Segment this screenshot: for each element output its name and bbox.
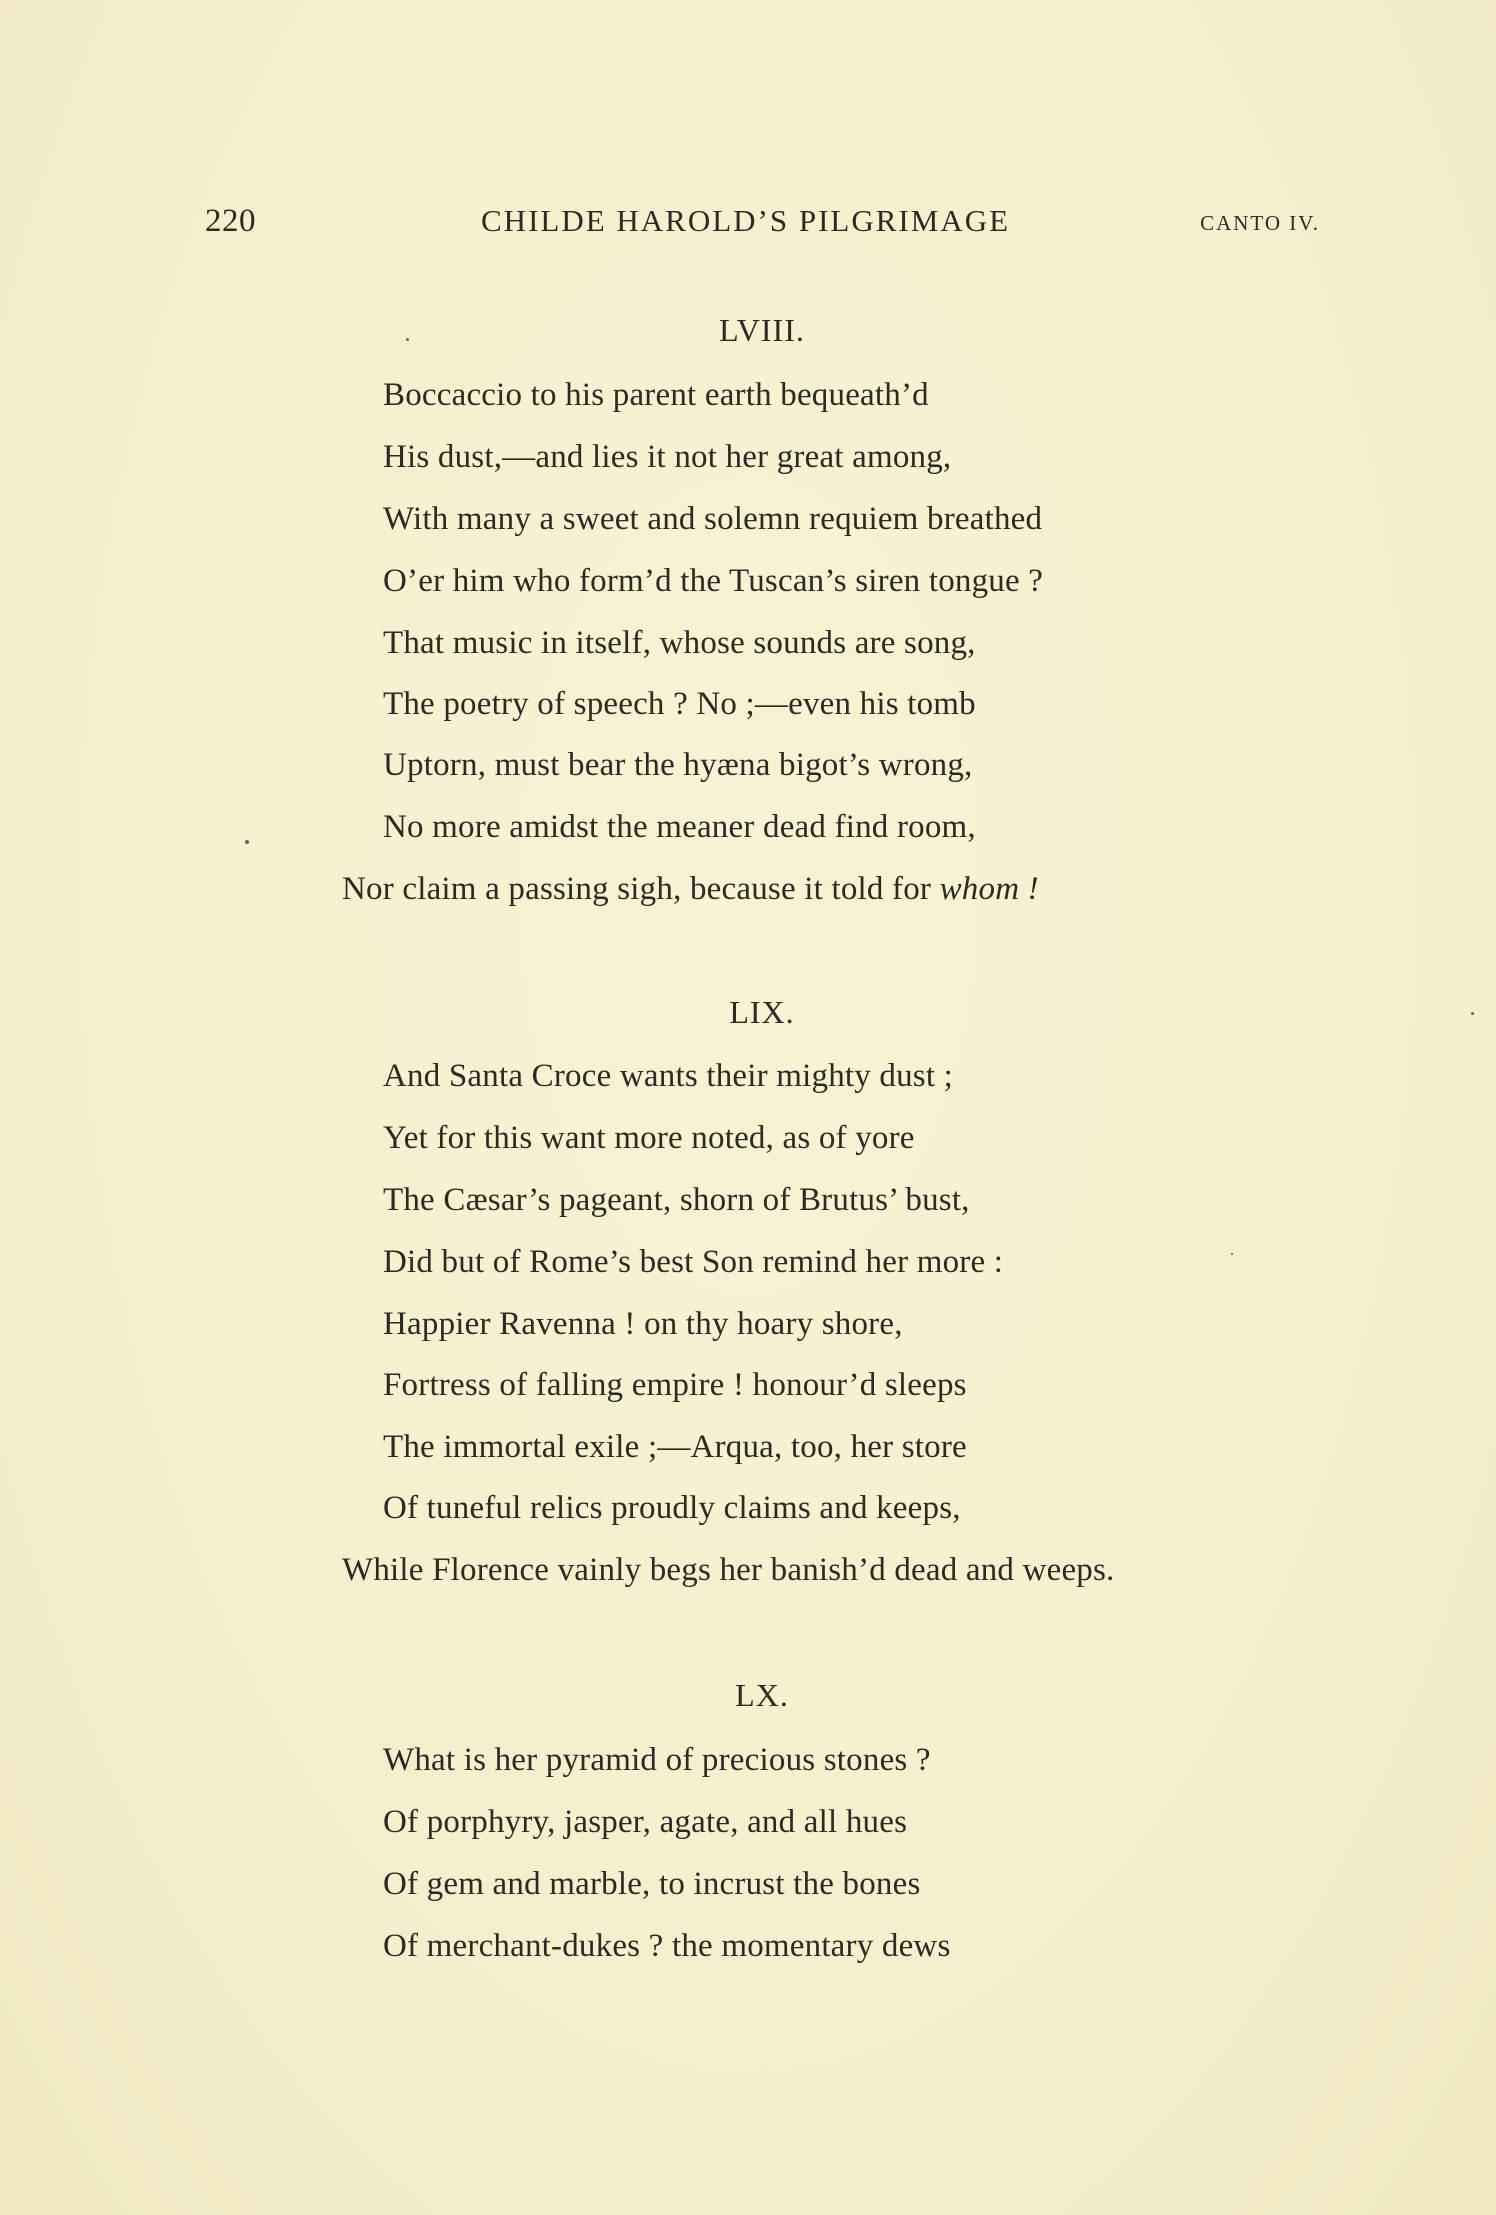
verse-line: Did but of Rome’s best Son remind her more : (383, 1244, 1004, 1280)
verse-line: Happier Ravenna ! on thy hoary shore, (383, 1306, 903, 1342)
verse-line: What is her pyramid of precious stones ? (383, 1742, 931, 1778)
paper-speck (1471, 1012, 1474, 1015)
verse-line: Fortress of falling empire ! honour’d sleeps (383, 1367, 967, 1403)
verse-line: O’er him who form’d the Tuscan’s siren tongue ? (383, 563, 1044, 599)
stanza-number: LIX. (729, 994, 795, 1030)
verse-line: Of gem and marble, to incrust the bones (383, 1866, 921, 1902)
verse-line: While Florence vainly begs her banish’d dead and weeps. (342, 1552, 1115, 1588)
stanza-number: LVIII. (719, 312, 805, 348)
verse-line: The poetry of speech ? No ;—even his tomb (383, 686, 976, 722)
paper-speck (245, 840, 249, 844)
canto-label: CANTO IV. (1200, 211, 1320, 235)
paper-speck (406, 338, 409, 341)
verse-line: His dust,—and lies it not her great among, (383, 439, 952, 475)
verse-line-text: Nor claim a passing sigh, because it told for (342, 871, 932, 907)
verse-line: Of porphyry, jasper, agate, and all hues (383, 1804, 908, 1840)
paper-speck (1231, 1253, 1233, 1255)
verse-line: Boccaccio to his parent earth bequeath’d (383, 377, 929, 413)
verse-line: No more amidst the meaner dead find room, (383, 809, 976, 845)
page-number: 220 (205, 203, 256, 239)
verse-line: The immortal exile ;—Arqua, too, her store (383, 1429, 967, 1465)
verse-line: Yet for this want more noted, as of yore (383, 1120, 915, 1156)
verse-line: And Santa Croce wants their mighty dust ; (383, 1058, 954, 1094)
stanza-number: LX. (735, 1677, 789, 1713)
verse-line-italic: whom ! (939, 871, 1039, 907)
verse-line: Of merchant-dukes ? the momentary dews (383, 1928, 951, 1964)
verse-line: That music in itself, whose sounds are song, (383, 625, 976, 661)
verse-line: Uptorn, must bear the hyæna bigot’s wrong, (383, 747, 973, 783)
verse-line: With many a sweet and solemn requiem breathed (383, 501, 1043, 537)
verse-line: The Cæsar’s pageant, shorn of Brutus’ bust, (383, 1182, 970, 1218)
verse-line-final (342, 871, 1039, 908)
page-header (205, 203, 1320, 253)
verse-line: Of tuneful relics proudly claims and keeps, (383, 1490, 961, 1526)
running-title: CHILDE HAROLD’S PILGRIMAGE (481, 203, 1011, 238)
